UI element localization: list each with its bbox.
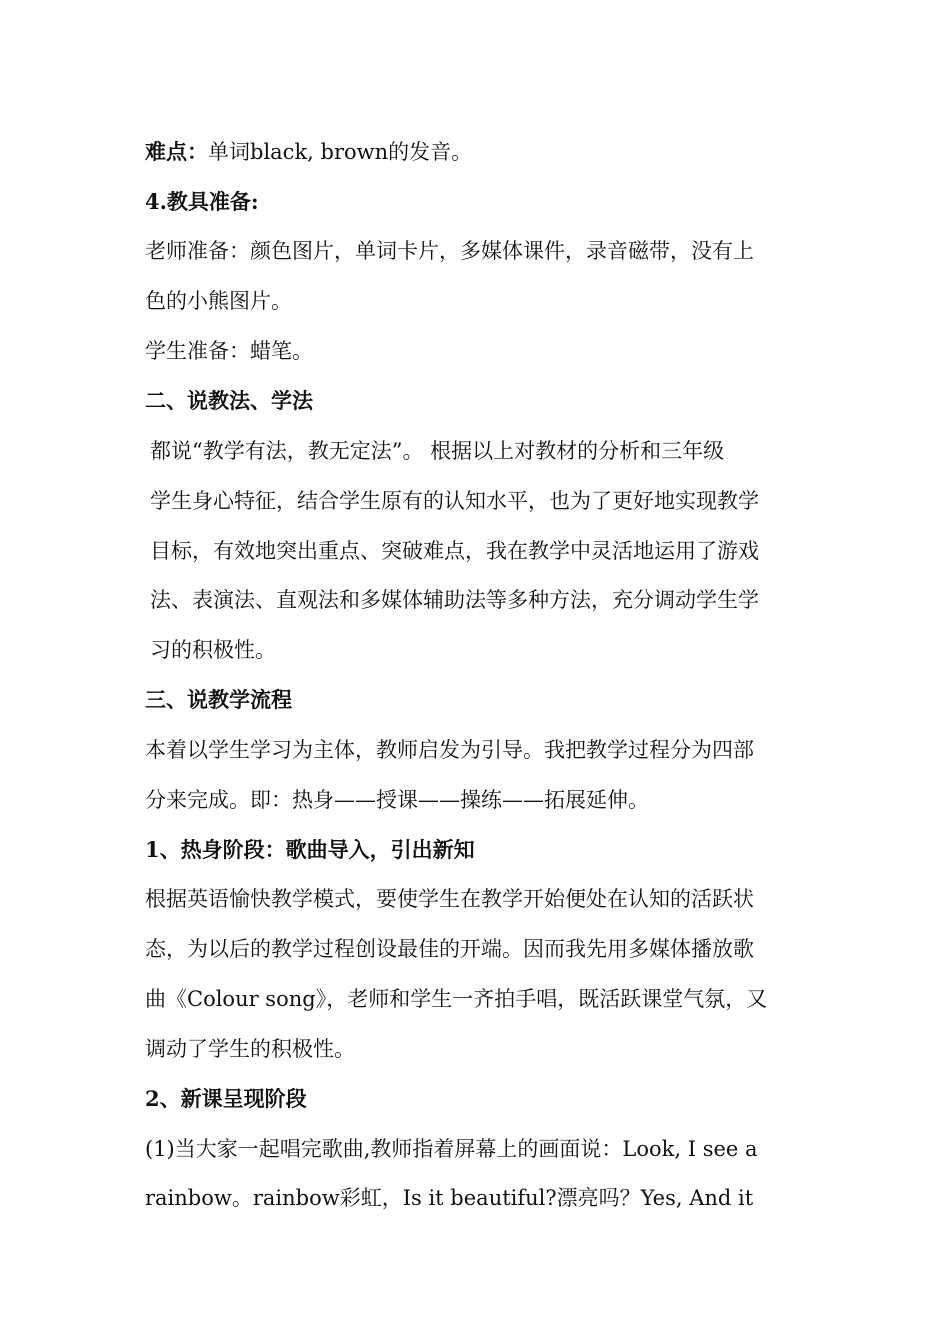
paragraph-line: 根据英语愉快教学模式，要使学生在教学开始便处在认知的活跃状 — [145, 887, 754, 911]
heading-warmup: 1、热身阶段：歌曲导入，引出新知 — [145, 837, 475, 862]
paragraph-line: 老师准备：颜色图片，单词卡片，多媒体课件，录音磁带，没有上 — [145, 239, 754, 263]
difficulty-label: 难点： — [145, 139, 208, 164]
difficulty-line — [145, 139, 825, 165]
section-heading-process: 三、说教学流程 — [145, 687, 292, 712]
paragraph-line: 本着以学生学习为主体，教师启发为引导。我把教学过程分为四部 — [145, 738, 754, 762]
paragraph-line: (1)当大家一起唱完歌曲,教师指着屏幕上的画面说：Look, I see a — [145, 1137, 758, 1161]
difficulty-text: 单词black, brown的发音。 — [208, 140, 473, 164]
section-heading-methods: 二、说教法、学法 — [145, 388, 313, 413]
paragraph-line: 习的积极性。 — [150, 638, 276, 662]
heading-teaching-aids: 4.教具准备: — [145, 189, 259, 214]
paragraph-line: 色的小熊图片。 — [145, 289, 292, 313]
paragraph-line: 都说“教学有法，教无定法”。 根据以上对教材的分析和三年级 — [150, 439, 725, 463]
paragraph-line: 态，为以后的教学过程创设最佳的开端。因而我先用多媒体播放歌 — [145, 937, 754, 961]
heading-new-lesson: 2、新课呈现阶段 — [145, 1086, 307, 1111]
paragraph-line: 分来完成。即：热身——授课——操练——拓展延伸。 — [145, 788, 649, 812]
paragraph-line: rainbow。rainbow彩虹，Is it beautiful?漂亮吗？Yes, And it — [145, 1186, 754, 1210]
paragraph-line: 学生准备：蜡笔。 — [145, 339, 313, 363]
paragraph-line: 目标，有效地突出重点、突破难点，我在教学中灵活地运用了游戏 — [150, 539, 759, 563]
paragraph-line: 调动了学生的积极性。 — [145, 1037, 355, 1061]
paragraph-line: 法、表演法、直观法和多媒体辅助法等多种方法，充分调动学生学 — [150, 588, 759, 612]
paragraph-line: 学生身心特征，结合学生原有的认知水平，也为了更好地实现教学 — [150, 489, 759, 513]
paragraph-line: 曲《Colour song》，老师和学生一齐拍手唱，既活跃课堂气氛，又 — [145, 987, 768, 1011]
